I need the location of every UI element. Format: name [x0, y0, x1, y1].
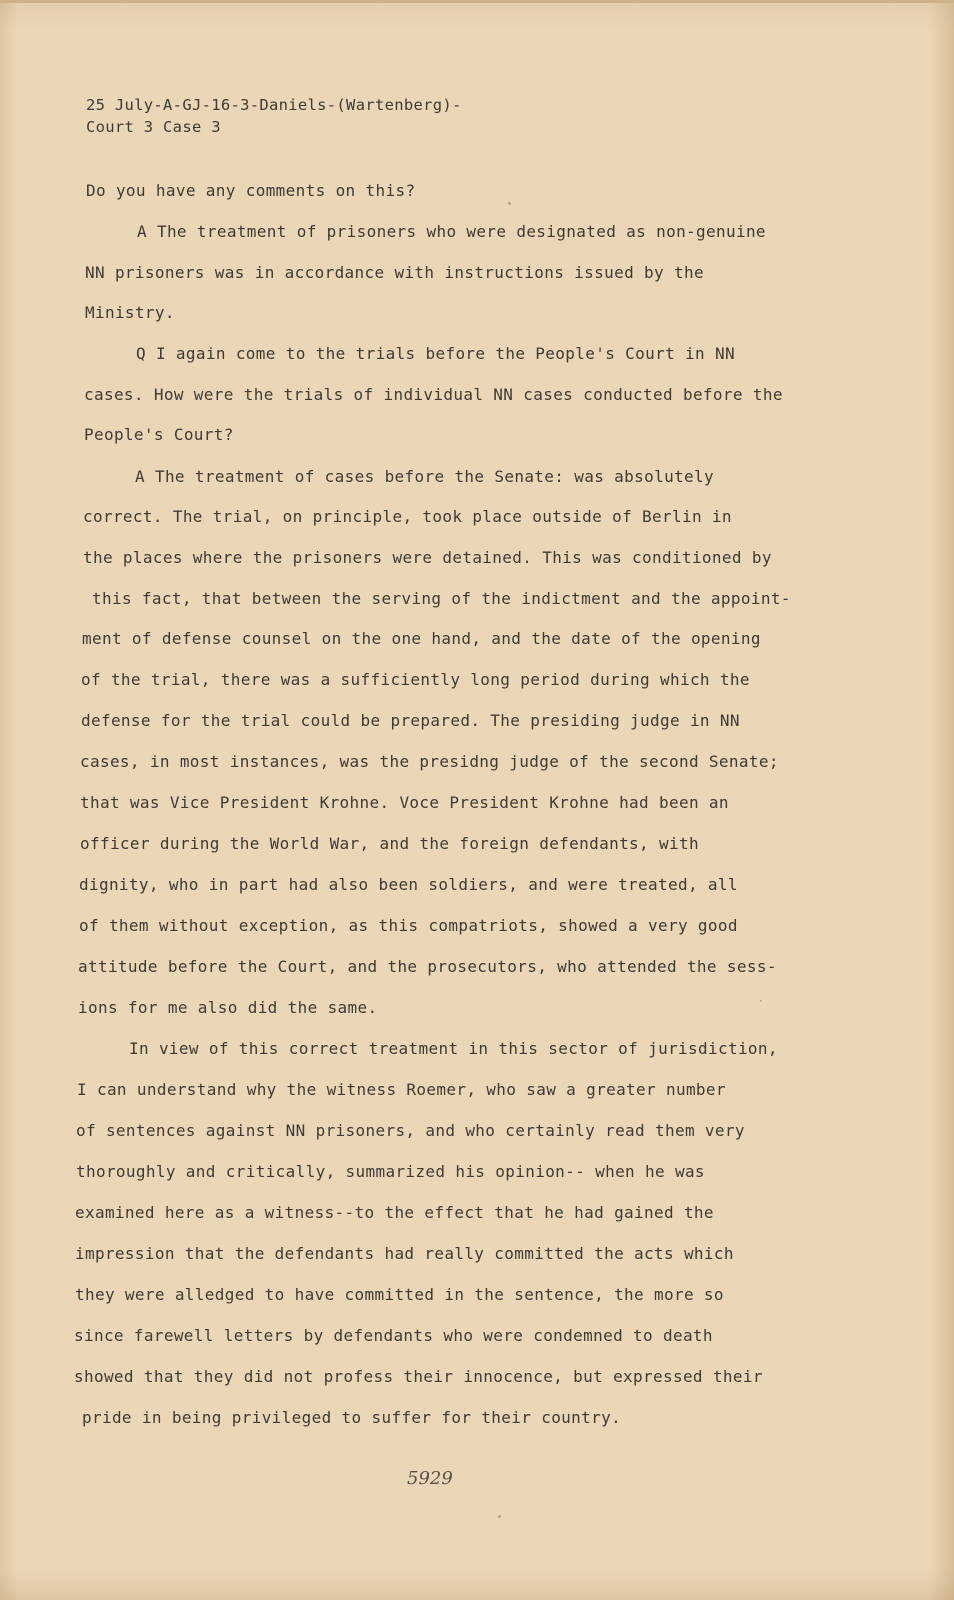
body-line: officer during the World War, and the foreign defendants, with	[80, 834, 699, 853]
body-line: cases, in most instances, was the presidng judge of the second Senate;	[80, 752, 779, 771]
body-line: attitude before the Court, and the prosecutors, who attended the sess-	[78, 957, 777, 976]
body-line: cases. How were the trials of individual NN cases conducted before the	[84, 385, 783, 404]
body-line: People's Court?	[84, 425, 234, 444]
document-header	[86, 94, 462, 138]
header-line-1: 25 July-A-GJ-16-3-Daniels-(Wartenberg)-	[86, 96, 462, 114]
body-line: A The treatment of cases before the Senate: was absolutely	[135, 467, 715, 486]
body-line: of the trial, there was a sufficiently long period during which the	[81, 670, 750, 689]
body-line: A The treatment of prisoners who were designated as non-genuine	[137, 222, 766, 241]
body-line: defense for the trial could be prepared. The presiding judge in NN	[81, 711, 740, 730]
paper-speck	[760, 1000, 762, 1002]
body-line: ment of defense counsel on the one hand, and the date of the opening	[82, 629, 761, 648]
paper-speck	[498, 1515, 501, 1518]
page-number: 5929	[407, 1468, 453, 1489]
body-line: correct. The trial, on principle, took place outside of Berlin in	[83, 507, 732, 526]
body-line: Ministry.	[85, 303, 175, 322]
header-line-2: Court 3 Case 3	[86, 118, 221, 136]
body-line: this fact, that between the serving of the indictment and the appoint-	[92, 589, 791, 608]
body-line: the places where the prisoners were detained. This was conditioned by	[83, 548, 772, 567]
body-line: ions for me also did the same.	[78, 998, 378, 1017]
body-line: In view of this correct treatment in this sector of jurisdiction,	[129, 1039, 778, 1058]
body-line: Do you have any comments on this?	[86, 181, 416, 200]
paper-speck	[508, 202, 511, 205]
body-line: Q I again come to the trials before the People's Court in NN	[136, 344, 735, 363]
body-line: of sentences against NN prisoners, and who certainly read them very	[76, 1121, 745, 1140]
body-line: thoroughly and critically, summarized his opinion-- when he was	[76, 1162, 705, 1181]
body-line: I can understand why the witness Roemer, who saw a greater number	[77, 1080, 726, 1099]
body-line: examined here as a witness--to the effect that he had gained the	[75, 1203, 714, 1222]
body-line: of them without exception, as this compatriots, showed a very good	[79, 916, 738, 935]
body-line: pride in being privileged to suffer for their country.	[82, 1408, 622, 1427]
body-line: that was Vice President Krohne. Voce President Krohne had been an	[80, 793, 729, 812]
body-line: dignity, who in part had also been soldiers, and were treated, all	[79, 875, 738, 894]
body-line: since farewell letters by defendants who were condemned to death	[74, 1326, 713, 1345]
body-line: showed that they did not profess their innocence, but expressed their	[74, 1367, 763, 1386]
body-line: NN prisoners was in accordance with instructions issued by the	[85, 263, 704, 282]
page-top-edge	[0, 0, 954, 3]
body-line: they were alledged to have committed in the sentence, the more so	[75, 1285, 724, 1304]
body-line: impression that the defendants had really committed the acts which	[75, 1244, 734, 1263]
